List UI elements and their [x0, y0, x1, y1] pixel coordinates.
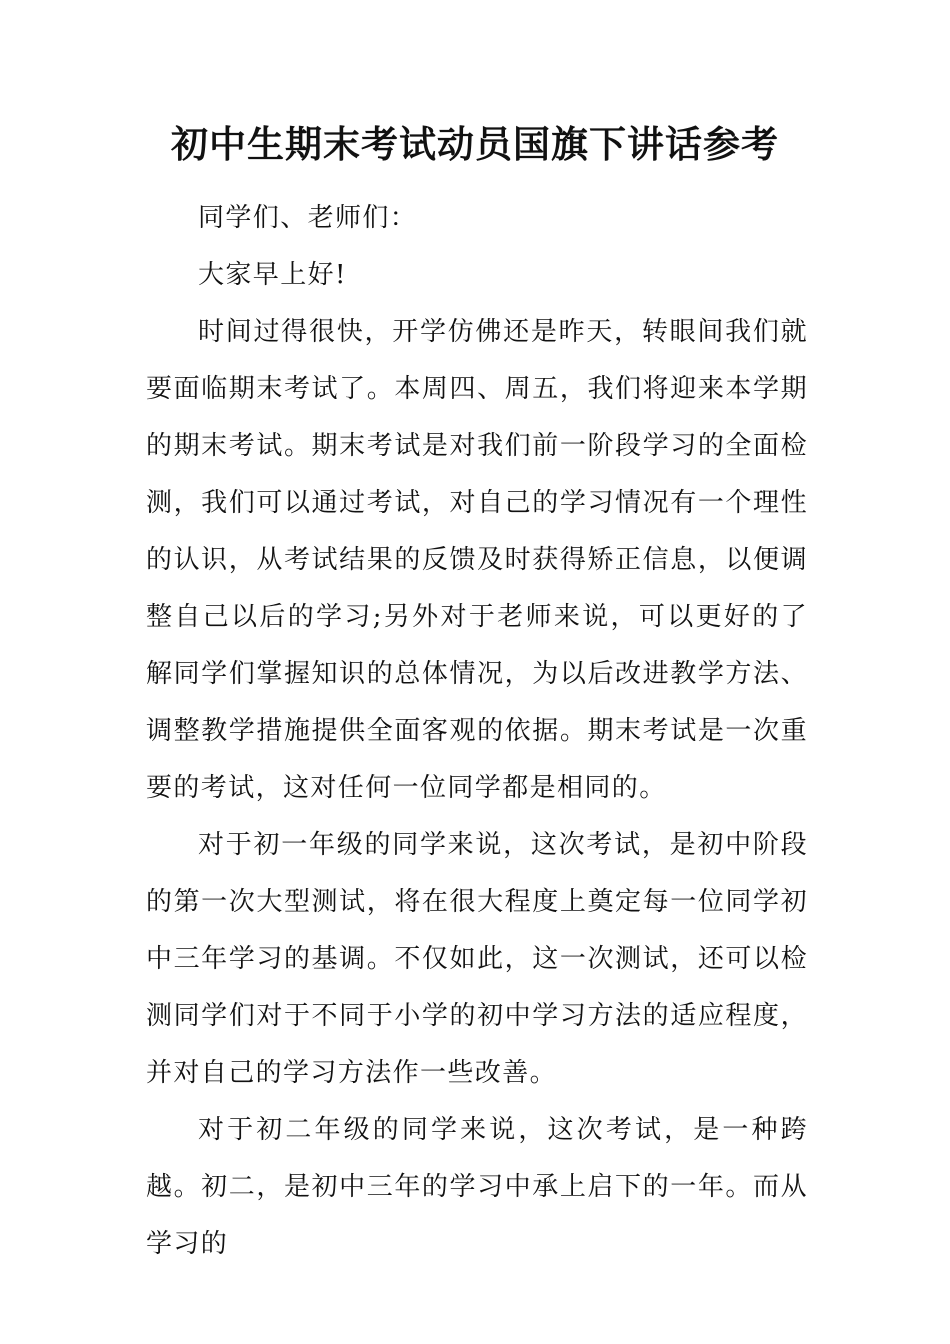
paragraph-good-morning: 大家早上好! [198, 260, 347, 290]
paragraph-exam-intro: 时间过得很快，开学仿佛还是昨天，转眼间我们就要面临期末考试了。本周四、周五，我们将迎来本学期的期末考试。期末考试是对我们前一阶段学习的全面检测，我们可以通过考试，对自己的学习情况有一个理性的认识，从考试结果的反馈及时获得矫正信息，以便调整自己以后的学习;另外对于老师来说，可以更好的了解同学们掌握知识的总体情况，为以后改进教学方法、调整教学措施提供全面客观的依据。期末考试是一次重要的考试，这对任何一位同学都是相同的。 [146, 317, 808, 803]
paragraph-grade-two: 对于初二年级的同学来说，这次考试，是一种跨越。初二，是初中三年的学习中承上启下的一年。而从学习的 [146, 1115, 808, 1259]
paragraph-greeting: 同学们、老师们： [198, 203, 418, 233]
document-body [146, 190, 808, 1273]
paragraph-grade-one: 对于初一年级的同学来说，这次考试，是初中阶段的第一次大型测试，将在很大程度上奠定每一位同学初中三年学习的基调。不仅如此，这一次测试，还可以检测同学们对于不同于小学的初中学习方法的适应程度，并对自己的学习方法作一些改善。 [146, 830, 808, 1088]
page-title: 初中生期末考试动员国旗下讲话参考 [171, 122, 779, 166]
